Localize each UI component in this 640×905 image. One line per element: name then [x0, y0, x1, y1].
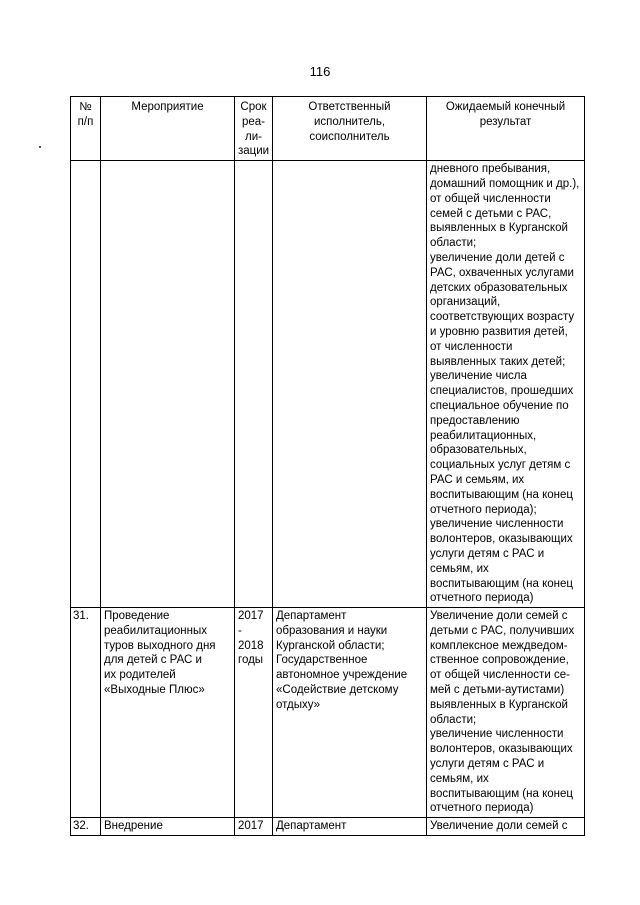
- table-row-31: [71, 608, 585, 818]
- margin-dot: [39, 146, 41, 148]
- page-number: 116: [309, 64, 331, 79]
- table-row-32: [71, 818, 585, 836]
- cell-activity: [101, 161, 235, 608]
- cell-activity: Проведение реабилитационных туров выходного дня для детей с РАС и их родителей «Выходные Плюс»: [101, 608, 235, 818]
- cell-activity: Внедрение: [101, 818, 235, 836]
- cell-number: [71, 161, 101, 608]
- cell-term: [235, 161, 273, 608]
- cell-result: Увеличение доли семей с детьми с РАС, получивших комплексное междведом- ственное сопровождение, от общей численности се- мей с детьми-аутистами) выявленных в Курганской области; увеличение численности волонтеров, оказывающих услуги детям с РАС и семьям, их воспитывающим (на конец отчетного периода): [427, 608, 585, 818]
- cell-responsible: [273, 161, 427, 608]
- header-responsible: Ответственный исполнитель, соисполнитель: [273, 97, 427, 161]
- table-header-row: [71, 97, 585, 161]
- cell-number: 31.: [71, 608, 101, 818]
- cell-responsible: Департамент образования и науки Курганской области; Государственное автономное учреждение «Содействие детскому отдыху»: [273, 608, 427, 818]
- header-term: Срок реа- ли- зации: [235, 97, 273, 161]
- cell-term: 2017: [235, 818, 273, 836]
- cell-responsible: Департамент: [273, 818, 427, 836]
- cell-number: 32.: [71, 818, 101, 836]
- cell-result: Увеличение доли семей с: [427, 818, 585, 836]
- header-activity: Мероприятие: [101, 97, 235, 161]
- header-result: Ожидаемый конечный результат: [427, 97, 585, 161]
- activities-table: [70, 96, 585, 836]
- table-row-continuation: [71, 161, 585, 608]
- cell-term: 2017 - 2018 годы: [235, 608, 273, 818]
- header-number: № п/п: [71, 97, 101, 161]
- cell-result: дневного пребывания, домашний помощник и др.), от общей численности семей с детьми с РАС, выявленных в Курганской области; увеличение доли детей с РАС, охваченных услугами детских образовательных организаций, соответствующих возрасту и уровню развития детей, от численности выявленных таких детей; увеличение числа специалистов, прошедших специальное обучение по предоставлению реабилитационных, образовательных, социальных услуг детям с РАС и семьям, их воспитывающим (на конец отчетного периода); увеличение численности волонтеров, оказывающих услуги детям с РАС и семьям, их воспитывающим (на конец отчетного периода): [427, 161, 585, 608]
